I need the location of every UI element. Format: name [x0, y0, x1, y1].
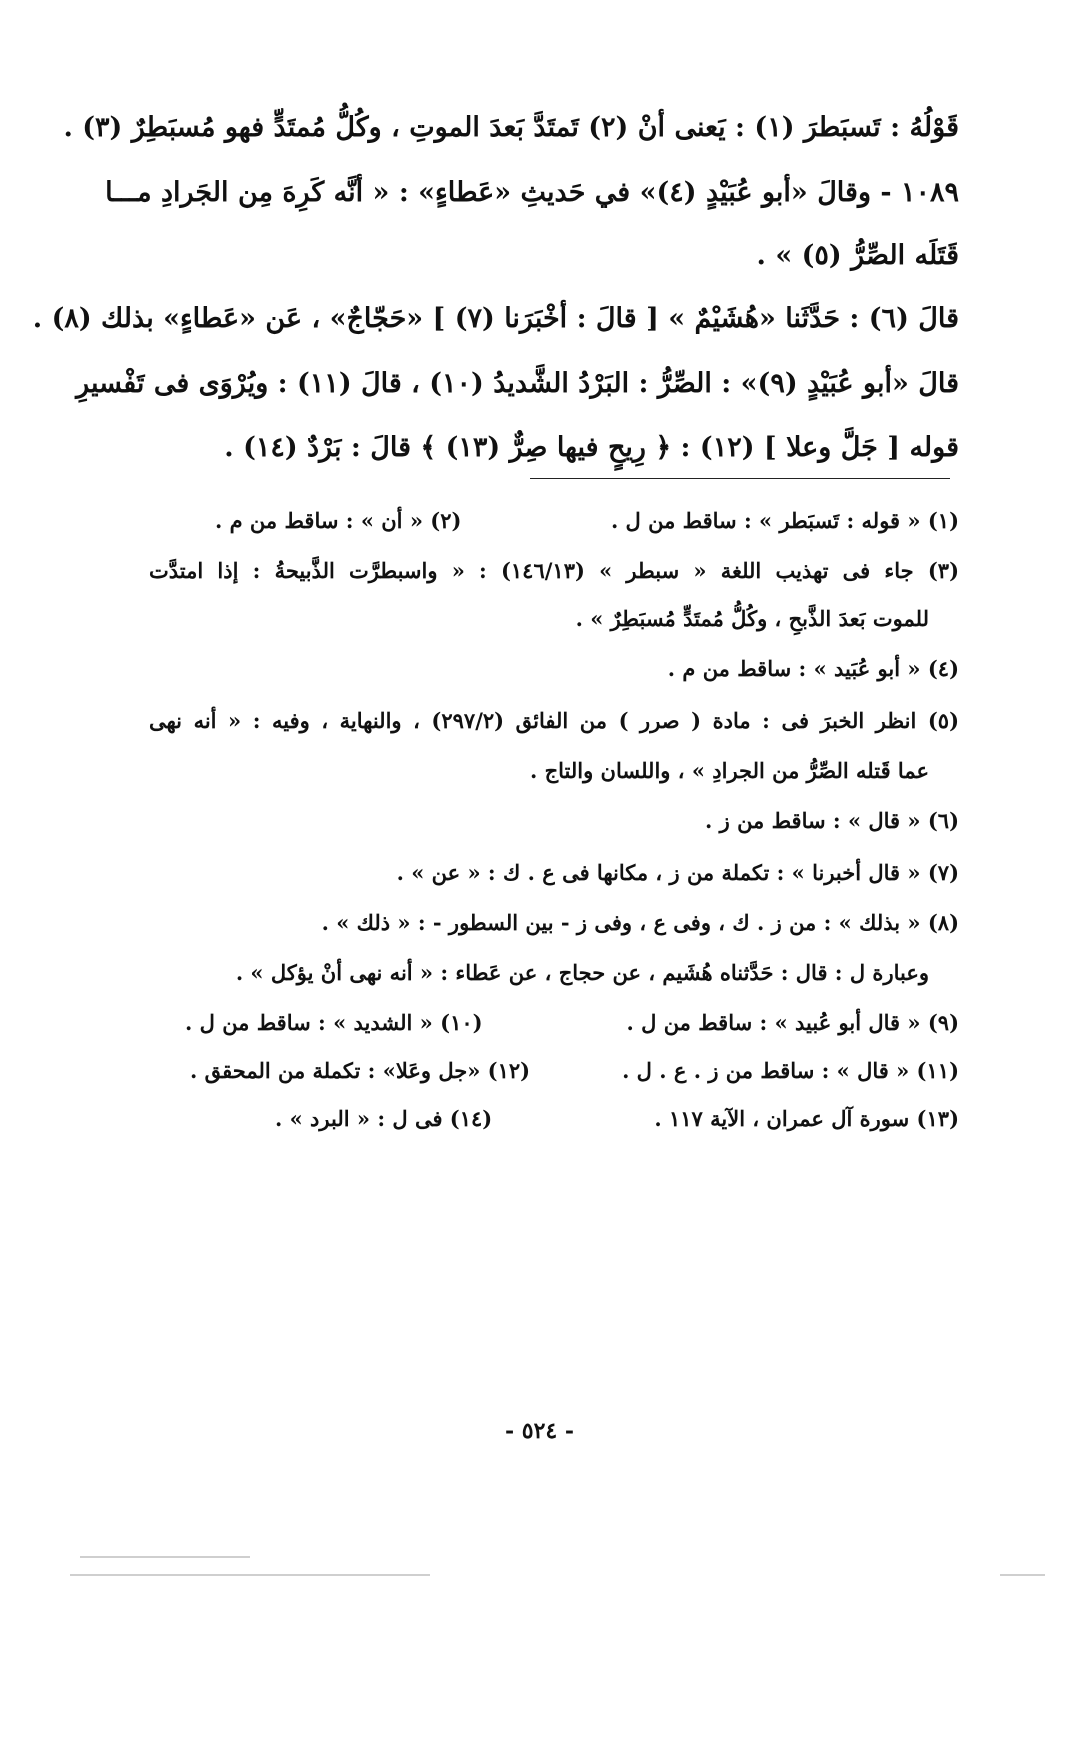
- main-text-line: قَتَلَه الصِّرُّ (٥) » .: [756, 240, 959, 271]
- footnote-continuation: وعبارة ل : قال : حَدَّثناه هُشَيم ، عن حجاج ، عن عَطاء : « أنه نهى أنْ يؤكل » .: [235, 960, 929, 985]
- footnote-continuation: عما قَتله الصِّرُّ من الجرادِ » ، واللسان والتاج .: [529, 758, 929, 783]
- footnote-separator: [530, 478, 950, 479]
- page-number: - ٥٢٤ -: [504, 1418, 575, 1444]
- scan-artifact: [80, 1556, 250, 1558]
- footnote: (٥) انظر الخبرَ فى : مادة ( صرر ) من الفائق (٢٩٧/٢) ، والنهاية ، وفيه : « أنه نهى: [149, 708, 959, 733]
- main-text-line: قالَ «أبو عُبَيْدٍ (٩)» : الصِّرُّ : البَرْدُ الشَّديدُ (١٠) ، قالَ (١١) : ويُرْوَى فى تَفْسيرِ: [76, 368, 959, 399]
- footnote: (٦) « قال » : ساقط من ز .: [705, 808, 959, 833]
- footnote: (١٢) «جل وعَلا» : تكملة من المحقق .: [190, 1058, 531, 1083]
- scan-artifact: [1000, 1574, 1045, 1576]
- footnote: (٨) « بذلك » : من ز . ك ، وفى ع ، وفى ز - بين السطور - : « ذلك » .: [321, 910, 959, 935]
- footnote: (١١) « قال » : ساقط من ز . ع . ل .: [622, 1058, 959, 1083]
- footnote: (١٠) « الشديد » : ساقط من ل .: [185, 1010, 483, 1035]
- scan-artifact: [70, 1574, 430, 1576]
- main-text-line: قالَ (٦) : حَدَّثَنا «هُشَيْمٌ » [ قالَ : أخْبَرَنا (٧) ] «حَجّاجٌ» ، عَن «عَطاءٍ» بذلك (٨) .: [32, 303, 959, 334]
- main-text-line: قوله [ جَلَّ وعلا ] (١٢) : ﴿ رِيحٍ فيها صِرٌّ (١٣) ﴾ قالَ : بَرْدٌ (١٤) .: [224, 432, 959, 463]
- footnote: (١) « قوله : تَسبَطر » : ساقط من ل .: [610, 508, 959, 533]
- footnote: (١٣) سورة آل عمران ، الآية ١١٧ .: [654, 1106, 959, 1131]
- footnote: (٩) « قال أبو عُبيد » : ساقط من ل .: [626, 1010, 959, 1035]
- footnote: (٣) جاء فى تهذيب اللغة « سبطر » (١٤٦/١٣) : « واسبطرَّت الذَّبيحةُ : إذا امتدَّت: [149, 558, 960, 583]
- footnote: (١٤) فى ل : « البرد » .: [275, 1106, 493, 1131]
- main-text-line: ١٠٨٩ - وقالَ «أبو عُبَيْدٍ (٤)» في حَديثِ «عَطاءٍ» : « أنَّه كَرِهَ مِن الجَرادِ مـــا: [105, 177, 959, 208]
- footnote: (٤) « أبو عُبَيد » : ساقط من م .: [667, 656, 959, 681]
- footnote: (٧) « قال أخبرنا » : تكملة من ز ، مكانها فى ع . ك : « عن » .: [396, 860, 959, 885]
- footnote-continuation: للموت بَعدَ الذَّبحِ ، وكُلُّ مُمتَدٍّ مُسبَطِرٌ » .: [575, 606, 929, 631]
- main-text-line: قَوْلُهُ : تَسبَطرَ (١) : يَعنى أنْ (٢) تَمتَدَّ بَعدَ الموتِ ، وكُلُّ مُمتَدٍّ فهو مُسبَطِرٌ (٣) .: [63, 112, 959, 143]
- footnote: (٢) « أن » : ساقط من م .: [215, 508, 462, 533]
